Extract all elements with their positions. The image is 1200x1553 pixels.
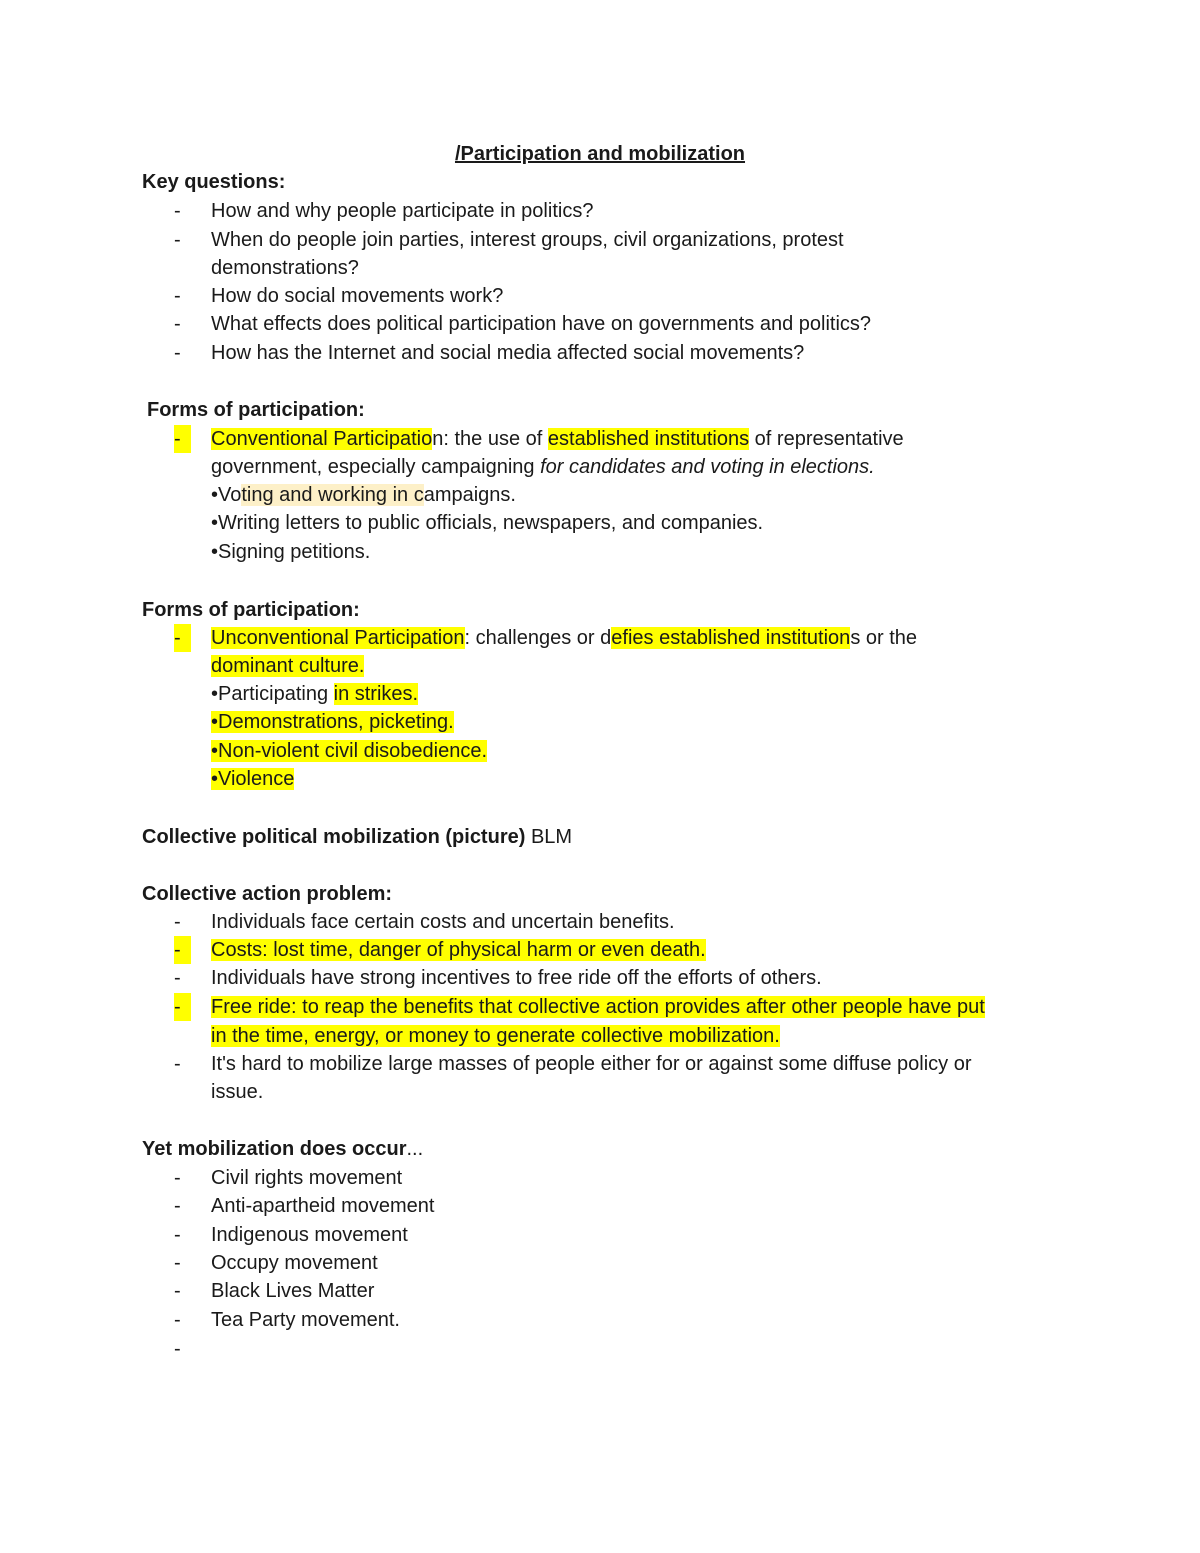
list-dash: - — [174, 313, 181, 335]
list-dash: - — [174, 1252, 181, 1274]
bullet-item: •Non-violent civil disobedience. — [211, 740, 488, 762]
conventional-term: Conventional Participatio — [211, 428, 433, 450]
list-dash: - — [174, 967, 181, 989]
list-item: Individuals face certain costs and uncertain benefits. — [211, 911, 675, 933]
list-item: How and why people participate in politics? — [211, 200, 594, 222]
unconventional-definition-cont: dominant culture. — [211, 655, 365, 677]
page-title: /Participation and mobilization — [454, 143, 746, 165]
list-dash: - — [174, 1053, 181, 1075]
list-dash: - — [174, 285, 181, 307]
list-item-continuation: demonstrations? — [211, 257, 359, 279]
list-dash: - — [174, 425, 191, 453]
forms-heading-unconventional: Forms of participation: — [142, 599, 360, 621]
list-dash: - — [174, 911, 181, 933]
yet-mobilization-heading: Yet mobilization does occur... — [142, 1138, 424, 1160]
collective-action-heading: Collective action problem: — [142, 883, 393, 905]
key-questions-heading: Key questions: — [142, 171, 286, 193]
list-dash: - — [174, 624, 191, 652]
bullet-item: •Signing petitions. — [211, 541, 371, 563]
list-dash: - — [174, 1280, 181, 1302]
list-item: Free ride: to reap the benefits that collective action provides after other people have put — [211, 996, 985, 1018]
conventional-definition-cont: government, especially campaigning for candidates and voting in elections. — [211, 456, 875, 478]
list-item: Individuals have strong incentives to free ride off the efforts of others. — [211, 967, 822, 989]
bullet-item: •Writing letters to public officials, newspapers, and companies. — [211, 512, 764, 534]
list-item: Indigenous movement — [211, 1224, 408, 1246]
list-dash: - — [174, 936, 191, 964]
list-item: How has the Internet and social media affected social movements? — [211, 342, 805, 364]
list-dash-empty: - — [174, 1338, 181, 1360]
list-dash: - — [174, 1224, 181, 1246]
bullet-item: •Participating in strikes. — [211, 683, 419, 705]
list-item: Anti-apartheid movement — [211, 1195, 435, 1217]
list-dash: - — [174, 229, 181, 251]
list-dash: - — [174, 1195, 181, 1217]
list-item: How do social movements work? — [211, 285, 504, 307]
highlight-established: established institutions — [547, 428, 750, 450]
list-item: Occupy movement — [211, 1252, 378, 1274]
list-item: It's hard to mobilize large masses of people either for or against some diffuse policy or — [211, 1053, 972, 1075]
list-dash: - — [174, 1309, 181, 1331]
conventional-definition: Conventional Participation: the use of established institutions of representative — [211, 428, 904, 450]
list-dash: - — [174, 200, 181, 222]
list-item-continuation: issue. — [211, 1081, 264, 1103]
list-item-continuation: in the time, energy, or money to generate collective mobilization. — [211, 1025, 780, 1047]
list-dash: - — [174, 342, 181, 364]
list-dash: - — [174, 993, 191, 1021]
bullet-item: •Violence — [211, 768, 295, 790]
forms-heading-conventional: Forms of participation: — [147, 399, 365, 421]
list-dash: - — [174, 1167, 181, 1189]
bullet-item: •Demonstrations, picketing. — [211, 711, 454, 733]
unconventional-definition: Unconventional Participation: challenges or defies established institutions or the — [211, 627, 918, 649]
bullet-item: •Voting and working in campaigns. — [211, 484, 516, 506]
list-item: Costs: lost time, danger of physical harm or even death. — [211, 939, 706, 961]
list-item: What effects does political participation have on governments and politics? — [211, 313, 872, 335]
list-item: When do people join parties, interest groups, civil organizations, protest — [211, 229, 844, 251]
list-item: Tea Party movement. — [211, 1309, 400, 1331]
collective-mobilization-heading: Collective political mobilization (picture) BLM — [142, 826, 573, 848]
list-item: Civil rights movement — [211, 1167, 403, 1189]
unconventional-term: Unconventional Participation — [211, 627, 465, 649]
list-item: Black Lives Matter — [211, 1280, 375, 1302]
